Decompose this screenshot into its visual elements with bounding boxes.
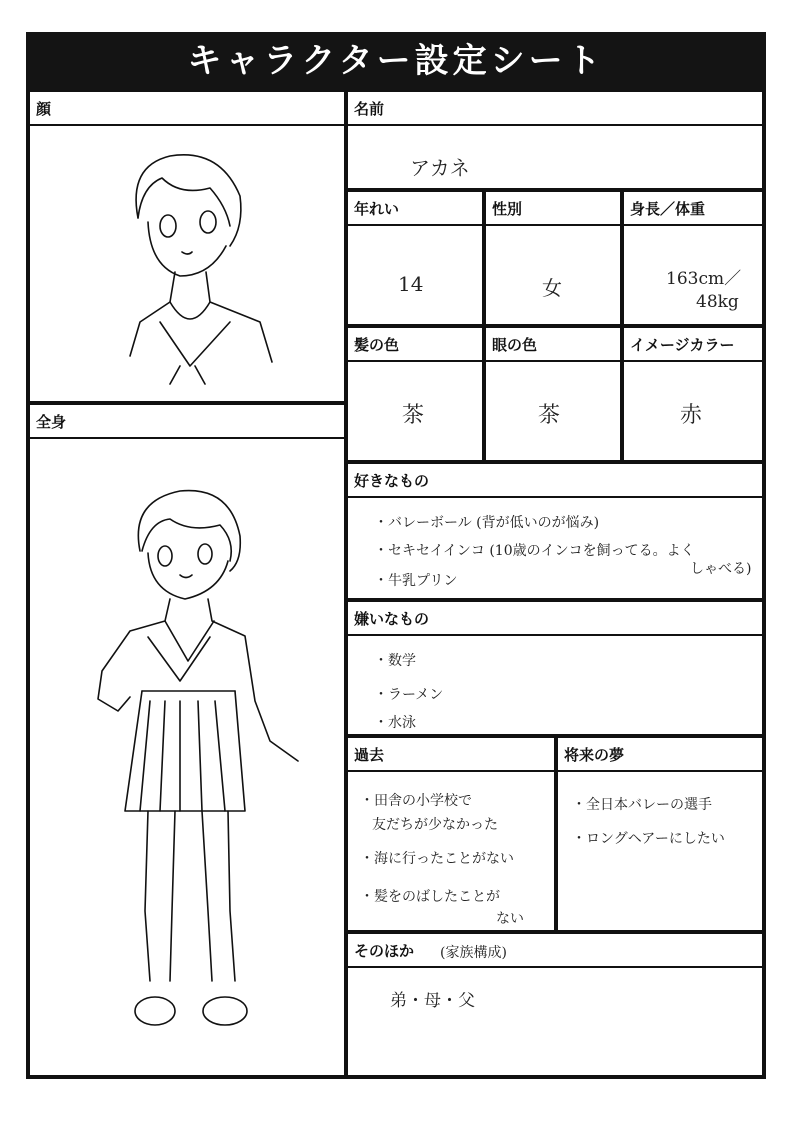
past-item: ・海に行ったことがない xyxy=(360,851,514,867)
likes-item: ・バレーボール (背が低いのが悩み) xyxy=(374,515,600,531)
past-item: ・髪をのばしたことが xyxy=(360,889,500,905)
past-section xyxy=(346,736,556,932)
hair-color-label: 髪の色 xyxy=(354,336,400,354)
dream-item: ・ロングヘアーにしたい xyxy=(572,831,725,847)
name-section xyxy=(346,90,764,190)
hair-color-value: 茶 xyxy=(402,403,425,428)
eye-color-value: 茶 xyxy=(538,403,561,428)
image-color-value: 赤 xyxy=(680,403,703,428)
full-body-label: 全身 xyxy=(36,413,67,431)
weight-value: 48kg xyxy=(696,292,739,312)
face-label: 顔 xyxy=(36,100,52,118)
eye-color-label: 眼の色 xyxy=(492,336,538,354)
past-item: 友だちが少なかった xyxy=(372,817,498,833)
other-note: (家族構成) xyxy=(440,945,507,961)
sheet-title: キャラクター設定シート xyxy=(26,32,766,90)
name-value: アカネ xyxy=(410,156,470,180)
age-label: 年れい xyxy=(354,200,400,218)
full-body-sketch xyxy=(30,441,344,1071)
gender-value: 女 xyxy=(542,276,562,300)
gender-label: 性別 xyxy=(492,200,523,218)
dislikes-section xyxy=(346,600,764,736)
family-value: 弟・母・父 xyxy=(390,991,475,1011)
full-body-section xyxy=(28,403,346,1077)
image-color-section xyxy=(622,326,764,462)
name-label: 名前 xyxy=(354,100,385,118)
past-item: ・田舎の小学校で xyxy=(360,793,472,809)
dream-section xyxy=(556,736,764,932)
dislikes-item: ・水泳 xyxy=(374,715,416,731)
face-section xyxy=(28,90,346,403)
dream-item: ・全日本バレーの選手 xyxy=(572,797,712,813)
likes-section xyxy=(346,462,764,600)
gender-section xyxy=(484,190,622,326)
past-label: 過去 xyxy=(354,746,385,764)
dream-label: 将来の夢 xyxy=(564,746,625,764)
other-label: そのほか xyxy=(354,942,415,960)
age-value: 14 xyxy=(398,272,424,296)
height-weight-section xyxy=(622,190,764,326)
dislikes-item: ・数学 xyxy=(374,653,416,669)
dislikes-label: 嫌いなもの xyxy=(354,610,430,628)
other-section xyxy=(346,932,764,1077)
likes-label: 好きなもの xyxy=(354,472,430,490)
height-weight-label: 身長／体重 xyxy=(630,200,706,218)
likes-item: ・セキセイインコ (10歳のインコを飼ってる。よく xyxy=(374,543,695,559)
image-color-label: イメージカラー xyxy=(630,336,735,354)
face-sketch xyxy=(30,126,344,401)
past-item: ない xyxy=(496,911,524,927)
hair-color-section xyxy=(346,326,484,462)
likes-item: ・牛乳プリン xyxy=(374,573,458,589)
age-section xyxy=(346,190,484,326)
height-value: 163cm／ xyxy=(666,269,742,289)
likes-item: しゃべる) xyxy=(690,561,752,577)
dislikes-item: ・ラーメン xyxy=(374,687,444,703)
eye-color-section xyxy=(484,326,622,462)
